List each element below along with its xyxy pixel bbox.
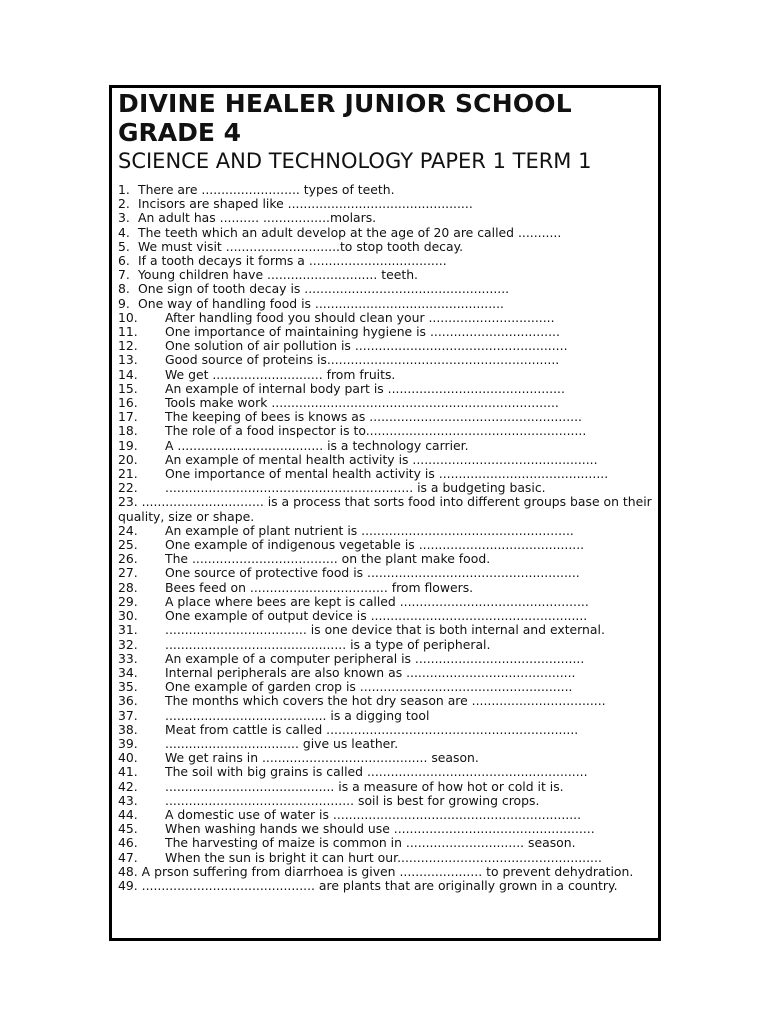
question-item bbox=[118, 552, 652, 566]
question-text: One way of handling food is ................................................ bbox=[138, 295, 504, 311]
question-text: We get ............................ from fruits. bbox=[165, 366, 396, 382]
question-item bbox=[118, 339, 652, 353]
question-text: .............................................. is a type of peripheral. bbox=[165, 636, 491, 652]
question-number: 31. bbox=[118, 622, 138, 638]
question-text: Internal peripherals are also known as ........................................... bbox=[165, 664, 576, 680]
question-text: We must visit .............................to stop tooth decay. bbox=[138, 238, 464, 254]
question-item bbox=[118, 638, 652, 652]
question-number: 43. bbox=[118, 792, 138, 808]
question-text: One importance of maintaining hygiene is ................................. bbox=[165, 324, 560, 340]
question-item bbox=[118, 382, 652, 396]
question-number: 4. bbox=[118, 224, 130, 240]
question-item bbox=[118, 581, 652, 595]
question-number: 41. bbox=[118, 764, 138, 780]
question-item bbox=[118, 226, 652, 240]
question-item bbox=[118, 709, 652, 723]
question-item bbox=[118, 368, 652, 382]
question-item bbox=[118, 325, 652, 339]
question-number: 45. bbox=[118, 821, 138, 837]
question-number: 23. bbox=[118, 494, 138, 510]
question-item bbox=[118, 836, 652, 850]
question-number: 22. bbox=[118, 480, 138, 496]
question-item bbox=[118, 623, 652, 637]
question-number: 36. bbox=[118, 693, 138, 709]
question-text: One solution of air pollution is ...................................................... bbox=[165, 338, 568, 354]
question-text: ............................................................... is a budgeting basic. bbox=[165, 480, 546, 496]
question-number: 49. bbox=[118, 877, 138, 893]
question-text: If a tooth decays it forms a ................................... bbox=[138, 253, 447, 269]
question-number: 30. bbox=[118, 608, 138, 624]
question-number: 2. bbox=[118, 196, 130, 212]
question-number: 12. bbox=[118, 338, 138, 354]
question-item bbox=[118, 566, 652, 580]
question-item bbox=[118, 595, 652, 609]
question-text: An example of a computer peripheral is ........................................... bbox=[165, 650, 585, 666]
question-number: 40. bbox=[118, 750, 138, 766]
exam-paper bbox=[109, 85, 661, 941]
question-text: An adult has .......... .................molars. bbox=[138, 210, 377, 226]
grade-label: GRADE 4 bbox=[118, 118, 242, 147]
question-number: 6. bbox=[118, 253, 130, 269]
question-text: Incisors are shaped like ............................................... bbox=[138, 196, 473, 212]
question-text: When washing hands we should use ................................................... bbox=[165, 821, 595, 837]
question-item bbox=[118, 780, 652, 794]
question-number: 5. bbox=[118, 238, 130, 254]
question-item bbox=[118, 240, 652, 254]
question-text: A place where bees are kept is called ................................................ bbox=[165, 593, 589, 609]
question-number: 39. bbox=[118, 735, 138, 751]
question-number: 46. bbox=[118, 835, 138, 851]
question-text: .................................. give us leather. bbox=[165, 735, 399, 751]
question-text: One example of output device is ....................................................... bbox=[165, 608, 588, 624]
question-text: ................................................ soil is best for growing crops. bbox=[165, 792, 540, 808]
question-item bbox=[118, 481, 652, 495]
question-number: 9. bbox=[118, 295, 130, 311]
question-text: A ..................................... is a technology carrier. bbox=[165, 437, 469, 453]
question-number: 25. bbox=[118, 537, 138, 553]
question-item bbox=[118, 808, 652, 822]
question-item bbox=[118, 879, 652, 893]
question-number: 37. bbox=[118, 707, 138, 723]
question-text: Tools make work ......................................................................... bbox=[165, 395, 559, 411]
question-number: 16. bbox=[118, 395, 138, 411]
question-number: 15. bbox=[118, 380, 138, 396]
question-item bbox=[118, 268, 652, 282]
question-list bbox=[112, 183, 658, 893]
question-text: The role of a food inspector is to........................................................ bbox=[165, 423, 587, 439]
question-number: 11. bbox=[118, 324, 138, 340]
question-text: ........................................... is a measure of how hot or cold it is. bbox=[165, 778, 564, 794]
question-text: There are ......................... types of teeth. bbox=[138, 182, 395, 197]
question-item bbox=[118, 609, 652, 623]
question-text: An example of internal body part is ............................................. bbox=[165, 380, 565, 396]
question-number: 3. bbox=[118, 210, 130, 226]
question-item bbox=[118, 765, 652, 779]
school-name: DIVINE HEALER JUNIOR SCHOOL bbox=[118, 89, 572, 118]
question-number: 44. bbox=[118, 806, 138, 822]
question-item bbox=[118, 439, 652, 453]
question-number: 33. bbox=[118, 650, 138, 666]
question-number: 34. bbox=[118, 664, 138, 680]
question-number: 10. bbox=[118, 309, 138, 325]
question-text: The keeping of bees is knows as ...................................................... bbox=[165, 409, 582, 425]
question-number: 47. bbox=[118, 849, 138, 865]
question-text: Young children have ............................ teeth. bbox=[138, 267, 418, 283]
question-text: The harvesting of maize is common in .............................. season. bbox=[165, 835, 576, 851]
question-number: 7. bbox=[118, 267, 130, 283]
question-item bbox=[118, 794, 652, 808]
question-number: 38. bbox=[118, 721, 138, 737]
question-number: 42. bbox=[118, 778, 138, 794]
question-number: 19. bbox=[118, 437, 138, 453]
question-text: Meat from cattle is called ................................................................ bbox=[165, 721, 579, 737]
question-item bbox=[118, 694, 652, 708]
question-number: 26. bbox=[118, 551, 138, 567]
question-text: The months which covers the hot dry season are .................................. bbox=[165, 693, 606, 709]
question-item bbox=[118, 652, 652, 666]
question-text: One example of garden crop is ...................................................... bbox=[165, 679, 573, 695]
question-item bbox=[118, 524, 652, 538]
question-text: One source of protective food is ...................................................... bbox=[165, 565, 580, 581]
question-text: The soil with big grains is called ........................................................ bbox=[165, 764, 588, 780]
question-number: 29. bbox=[118, 593, 138, 609]
question-number: 24. bbox=[118, 522, 138, 538]
question-text: ............................................ are plants that are originally grown in a country. bbox=[141, 877, 618, 893]
question-item bbox=[118, 396, 652, 410]
question-text: One importance of mental health activity is ........................................... bbox=[165, 466, 609, 482]
question-item bbox=[118, 311, 652, 325]
question-item bbox=[118, 751, 652, 765]
question-item bbox=[118, 737, 652, 751]
paper-header bbox=[112, 88, 658, 175]
question-text: We get rains in .......................................... season. bbox=[165, 750, 479, 766]
question-number: 20. bbox=[118, 451, 138, 467]
question-number: 32. bbox=[118, 636, 138, 652]
question-item bbox=[118, 851, 652, 865]
question-item bbox=[118, 297, 652, 311]
question-text: One example of indigenous vegetable is .......................................... bbox=[165, 537, 585, 553]
question-number: 21. bbox=[118, 466, 138, 482]
question-item bbox=[118, 183, 652, 197]
question-number: 8. bbox=[118, 281, 130, 297]
question-item bbox=[118, 495, 652, 523]
question-item bbox=[118, 353, 652, 367]
question-text: ......................................... is a digging tool bbox=[165, 707, 430, 723]
question-text: Bees feed on ................................... from flowers. bbox=[165, 579, 474, 595]
question-number: 35. bbox=[118, 679, 138, 695]
question-text: One sign of tooth decay is .................................................... bbox=[138, 281, 510, 297]
question-item bbox=[118, 822, 652, 836]
question-number: 17. bbox=[118, 409, 138, 425]
subject-title: SCIENCE AND TECHNOLOGY PAPER 1 TERM 1 bbox=[118, 149, 592, 173]
question-item bbox=[118, 211, 652, 225]
question-item bbox=[118, 424, 652, 438]
question-item bbox=[118, 538, 652, 552]
question-text: The teeth which an adult develop at the age of 20 are called ........... bbox=[138, 224, 562, 240]
question-number: 27. bbox=[118, 565, 138, 581]
question-item bbox=[118, 282, 652, 296]
question-item bbox=[118, 680, 652, 694]
question-number: 48. bbox=[118, 863, 138, 879]
question-item bbox=[118, 453, 652, 467]
question-item bbox=[118, 410, 652, 424]
question-number: 18. bbox=[118, 423, 138, 439]
question-text: A prson suffering from diarrhoea is given ..................... to prevent dehydration. bbox=[141, 863, 634, 879]
question-item bbox=[118, 467, 652, 481]
question-text: The ..................................... on the plant make food. bbox=[165, 551, 491, 567]
question-text: After handling food you should clean your ................................ bbox=[165, 309, 555, 325]
question-number: 14. bbox=[118, 366, 138, 382]
question-item bbox=[118, 666, 652, 680]
question-number: 1. bbox=[118, 182, 130, 197]
question-item bbox=[118, 197, 652, 211]
question-text: An example of mental health activity is ............................................... bbox=[165, 451, 598, 467]
question-number: 28. bbox=[118, 579, 138, 595]
question-item bbox=[118, 723, 652, 737]
question-text: ............................... is a process that sorts food into different groups base on their quality, size or shape. bbox=[118, 494, 652, 524]
question-text: .................................... is one device that is both internal and external. bbox=[165, 622, 605, 638]
question-text: When the sun is bright it can hurt our.................................................... bbox=[165, 849, 602, 865]
question-text: A domestic use of water is ............................................................... bbox=[165, 806, 582, 822]
question-item bbox=[118, 254, 652, 268]
question-item bbox=[118, 865, 652, 879]
question-number: 13. bbox=[118, 352, 138, 368]
question-text: An example of plant nutrient is ...................................................... bbox=[165, 522, 574, 538]
question-text: Good source of proteins is........................................................... bbox=[165, 352, 560, 368]
